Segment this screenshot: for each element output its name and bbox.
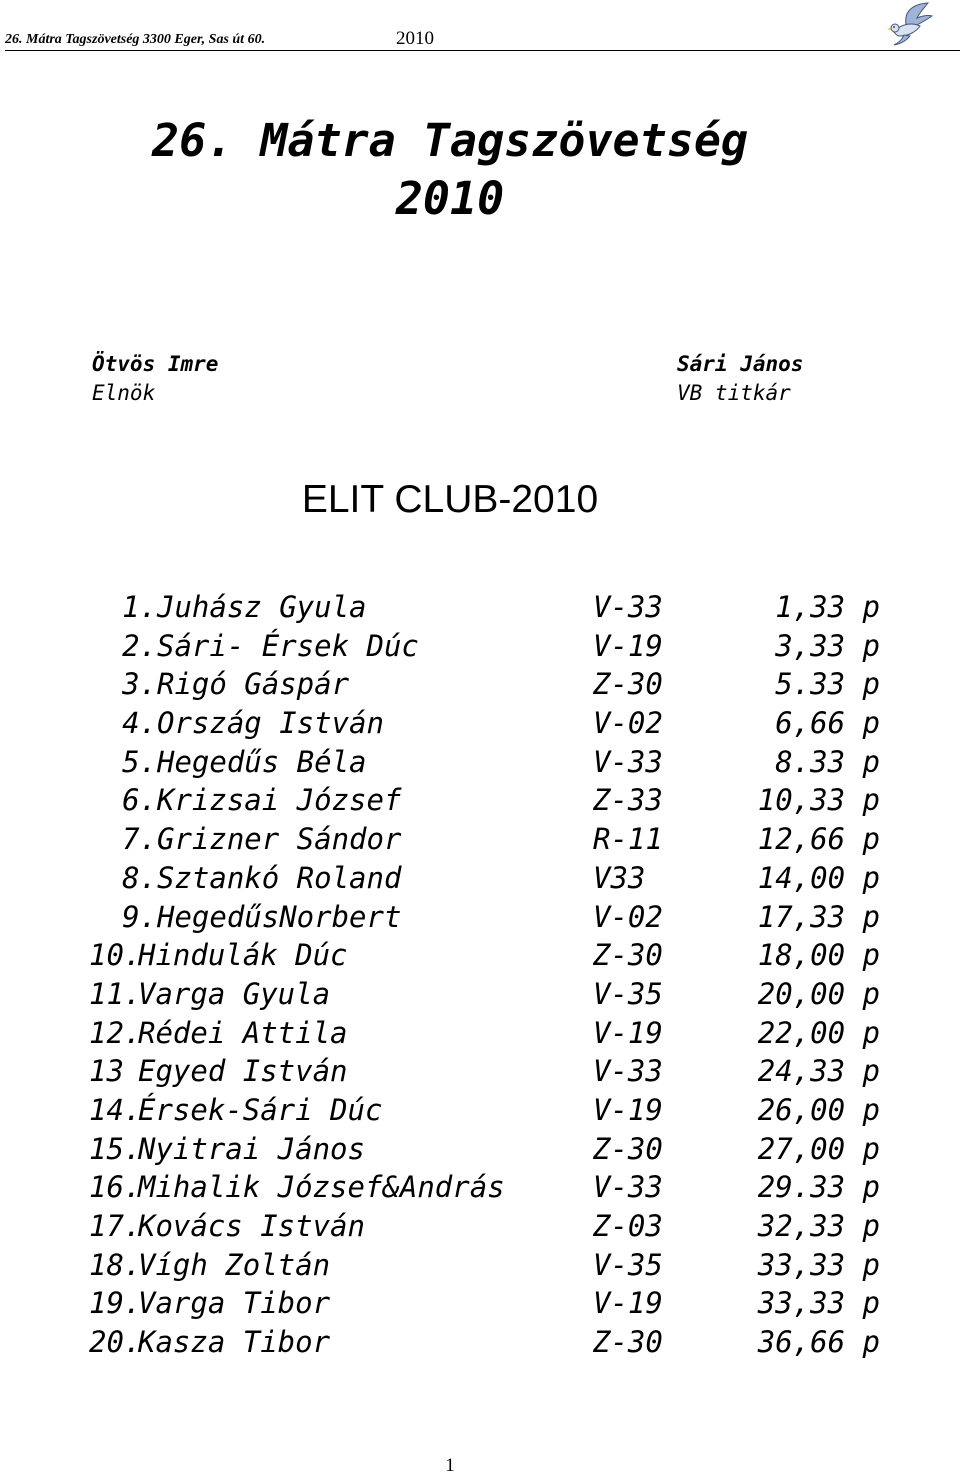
rank-points: 32,33 p [757,1209,880,1243]
rank-code: V-33 [593,1054,663,1089]
rank-points: 18,00 p [757,938,880,973]
rank-points: 3,33 p [775,628,880,663]
rank-code: V-02 [593,706,663,741]
rank-points: 26,00 p [757,1092,880,1127]
rank-code: V-33 [593,590,663,624]
ranking-row [0,936,960,975]
rank-name: Varga Gyula [138,976,331,1011]
rank-points: 27,00 p [757,1131,880,1166]
rank-number: 18. [89,1247,142,1282]
rank-number: 10. [89,938,142,973]
rank-code: Z-30 [593,1325,663,1360]
ranking-row [0,627,960,666]
rank-number: 13 [89,1054,124,1089]
main-title: 26. Mátra Tagszövetség [151,114,749,167]
rank-name: Sztankó Roland [157,860,402,895]
rank-number: 4. [122,706,157,741]
president-name: Ötvös Imre [92,352,219,376]
rank-name: Juhász Gyula [157,590,367,624]
rank-code: Z-33 [593,783,663,818]
rank-points: 12,66 p [757,822,880,857]
ranking-list [0,588,960,1362]
rank-number: 5. [122,744,157,779]
rank-code: V-02 [593,899,663,934]
rank-number: 1. [122,590,157,624]
rank-points: 5.33 p [775,667,880,702]
rank-name: Mihalik József&András [138,1170,505,1205]
rank-code: Z-30 [593,667,663,702]
ranking-row [0,1207,960,1246]
ranking-row [0,1168,960,1207]
rank-points: 33,33 p [757,1286,880,1321]
rank-points: 10,33 p [757,783,880,818]
ranking-row [0,1323,960,1362]
rank-points: 24,33 p [757,1054,880,1089]
rank-code: V-19 [593,1015,663,1050]
rank-code: Z-03 [593,1209,663,1243]
rank-points: 6,66 p [775,706,880,741]
president-role: Elnök [92,381,156,405]
rank-code: V-33 [593,1170,663,1205]
rank-number: 12. [89,1015,142,1050]
rank-points: 33,33 p [757,1247,880,1282]
rank-name: Érsek-Sári Dúc [138,1092,383,1127]
main-title-year: 2010 [395,172,505,225]
rank-name: Kovács István [138,1209,365,1243]
rank-code: Z-30 [593,1131,663,1166]
rank-points: 14,00 p [757,860,880,895]
ranking-row [0,1284,960,1323]
rank-points: 8.33 p [775,744,880,779]
secretary-name: Sári János [677,352,804,376]
rank-number: 15. [89,1131,142,1166]
header-year: 2010 [396,28,434,49]
rank-number: 8. [122,860,157,895]
rank-name: Krizsai József [157,783,402,818]
rank-points: 22,00 p [757,1015,880,1050]
rank-points: 36,66 p [757,1325,880,1360]
rank-name: Rigó Gáspár [157,667,350,702]
rank-points: 29.33 p [757,1170,880,1205]
rank-name: Hegedűs Béla [157,744,367,779]
ranking-row [0,898,960,937]
rank-name: Sári- Érsek Dúc [157,628,419,663]
header-address: 26. Mátra Tagszövetség 3300 Eger, Sas út 60. [5,32,266,47]
rank-name: Rédei Attila [138,1015,348,1050]
rank-number: 3. [122,667,157,702]
rank-number: 11. [89,976,142,1011]
ranking-row [0,743,960,782]
club-title: ELIT CLUB-2010 [301,478,599,521]
rank-code: V-35 [593,976,663,1011]
rank-code: V-33 [593,744,663,779]
ranking-row [0,1091,960,1130]
rank-points: 20,00 p [757,976,880,1011]
rank-number: 16. [89,1170,142,1205]
rank-name: Kasza Tibor [138,1325,331,1360]
ranking-row [0,1246,960,1285]
ranking-row [0,1014,960,1053]
rank-code: V-35 [593,1247,663,1282]
rank-number: 2. [122,628,157,663]
rank-number: 20. [89,1325,142,1360]
secretary-role: VB titkár [677,381,791,405]
rank-name: Nyitrai János [138,1131,365,1166]
ranking-row [0,1052,960,1091]
rank-name: Egyed István [138,1054,348,1089]
rank-number: 6. [122,783,157,818]
rank-points: 17,33 p [757,899,880,934]
ranking-row [0,781,960,820]
rank-number: 19. [89,1286,142,1321]
rank-code: V-19 [593,628,663,663]
page-number: 1 [445,1455,455,1476]
rank-name: Hindulák Dúc [138,938,348,973]
page-header [5,28,960,51]
rank-code: V-19 [593,1286,663,1321]
rank-number: 7. [122,822,157,857]
rank-name: Vígh Zoltán [138,1247,331,1282]
ranking-row [0,1130,960,1169]
rank-points: 1,33 p [775,590,880,624]
ranking-row [0,588,960,627]
rank-number: 17. [89,1209,142,1243]
ranking-row [0,665,960,704]
dove-icon [884,2,934,46]
ranking-row [0,859,960,898]
rank-code: V33 [593,860,646,895]
ranking-row [0,704,960,743]
rank-name: Ország István [157,706,384,741]
rank-number: 9. [122,899,157,934]
rank-name: HegedűsNorbert [157,899,402,934]
rank-code: R-11 [593,822,663,857]
rank-code: Z-30 [593,938,663,973]
rank-code: V-19 [593,1092,663,1127]
ranking-row [0,975,960,1014]
rank-name: Grizner Sándor [157,822,402,857]
rank-name: Varga Tibor [138,1286,331,1321]
rank-number: 14. [89,1092,142,1127]
ranking-row [0,820,960,859]
